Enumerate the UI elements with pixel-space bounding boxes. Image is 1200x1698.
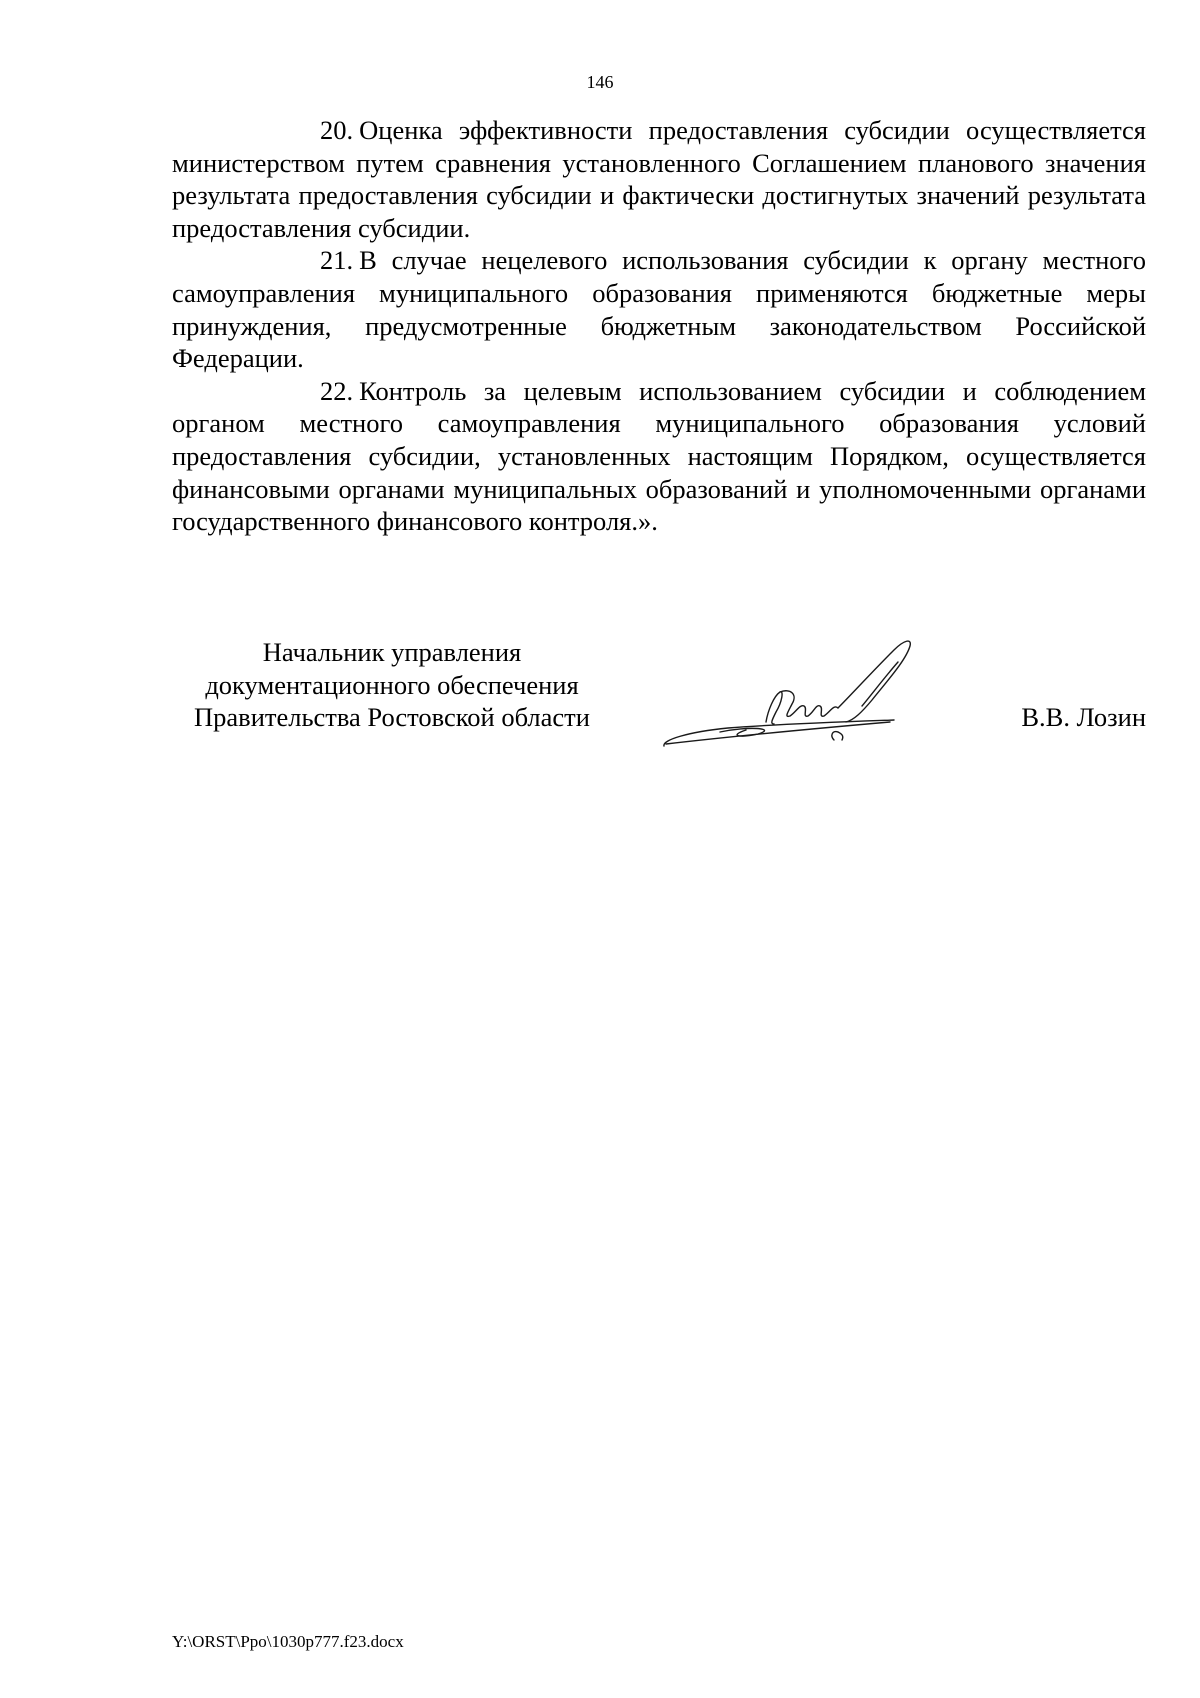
paragraph-text: Оценка эффективности предоставления субсидии осуществляется министерством путем сравнения установленного Соглашением планового значения результата предоставления субсидии и фактически достигнутых значений результата предоставления субсидии. bbox=[172, 115, 1146, 243]
paragraph-text: Контроль за целевым использованием субсидии и соблюдением органом местного самоуправления муниципального образования условий предоставления субсидии, установленных настоящим Порядком, осуществляется финансовыми органами муниципальных образований и уполномоченными органами государственного финансового контроля.». bbox=[172, 375, 1146, 537]
paragraph-number: 21. bbox=[320, 245, 354, 276]
paragraph-number: 22. bbox=[320, 375, 354, 406]
position-line: Начальник управления bbox=[262, 637, 522, 667]
position-line: Правительства Ростовской области bbox=[194, 702, 590, 733]
paragraph-22 bbox=[172, 375, 1146, 538]
signature-block bbox=[172, 636, 1146, 776]
signatory-name: В.В. Лозин bbox=[1021, 702, 1146, 732]
signatory-position bbox=[172, 636, 612, 734]
paragraph-21 bbox=[172, 244, 1146, 374]
paragraph-text: В случае нецелевого использования субсидии к органу местного самоуправления муниципального образования применяются бюджетные меры принуждения, предусмотренные бюджетным законодательством Российской Федерации. bbox=[172, 245, 1146, 374]
paragraph-number: 20. bbox=[320, 115, 354, 145]
document-file-path: Y:\ORST\Ppo\1030p777.f23.docx bbox=[172, 1632, 404, 1651]
paragraph-20 bbox=[172, 114, 1146, 244]
position-line: документационного обеспечения bbox=[205, 669, 579, 700]
document-body bbox=[172, 114, 1146, 538]
handwritten-signature bbox=[658, 632, 948, 752]
page-number: 146 bbox=[586, 72, 614, 92]
